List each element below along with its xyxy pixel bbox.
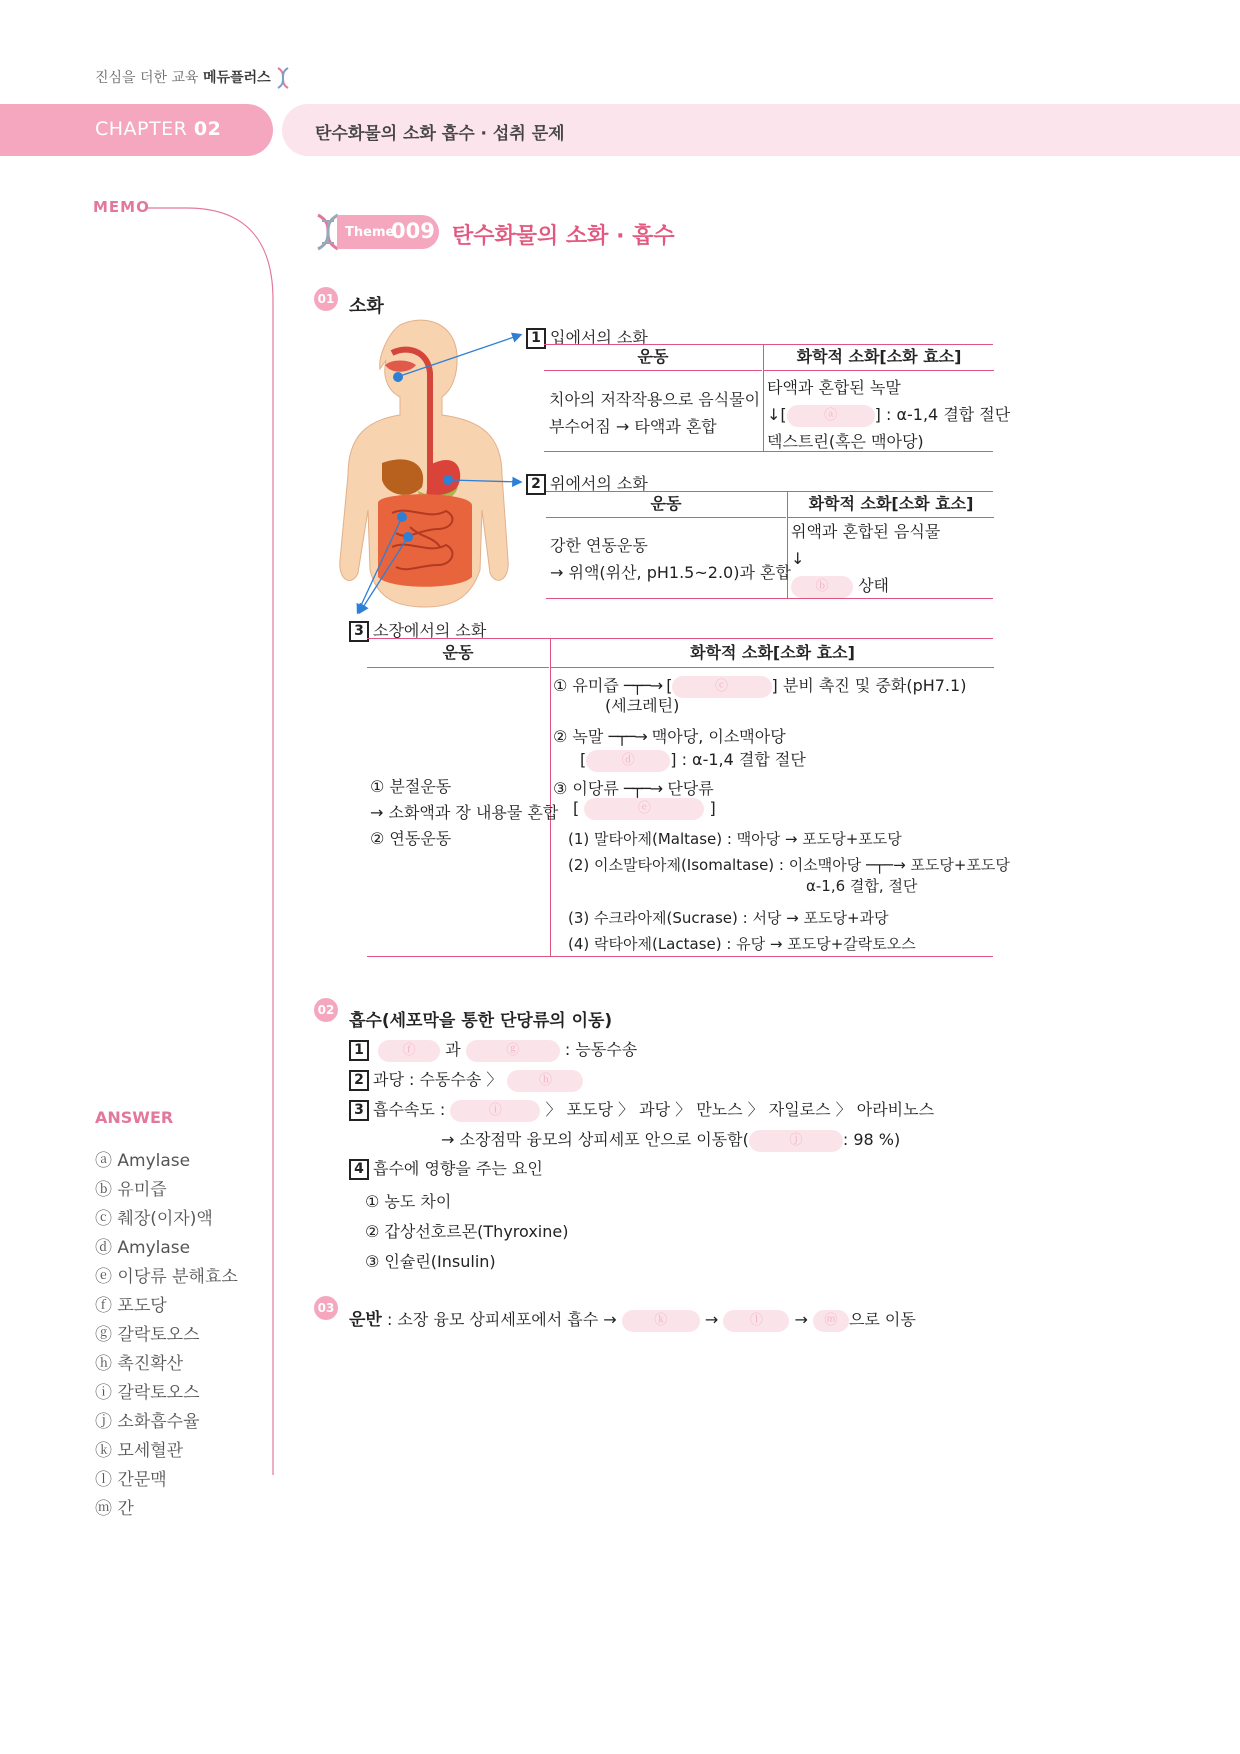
intestine-title: 소장에서의 소화 [373, 621, 487, 640]
blank-h: ⓗ [507, 1070, 583, 1092]
answer-label: ANSWER [95, 1108, 174, 1127]
blank-l: ⓛ [723, 1310, 789, 1332]
section-title-01: 소화 [349, 296, 384, 317]
stomach-motion-2: → 위액(위산, pH1.5~2.0)과 혼합 [550, 563, 791, 582]
answer-key: ⓕ [95, 1296, 112, 1316]
blank-c: ⓒ [672, 676, 772, 698]
answer-text: 간 [117, 1499, 134, 1519]
answer-item [95, 1233, 265, 1262]
c3-post: 단당류 [667, 779, 714, 798]
intestine-chem-3b [573, 798, 716, 820]
answer-text: 이당류 분해효소 [117, 1267, 238, 1287]
answer-item [95, 1494, 265, 1523]
abs4-num: 4 [349, 1159, 369, 1180]
blank-e: ⓔ [584, 798, 704, 820]
answer-item [95, 1378, 265, 1407]
mouth-num: 1 [526, 328, 546, 349]
c2-post: 맥아당, 이소맥아당 [651, 727, 786, 746]
pointer-arrows [300, 320, 530, 620]
intestine-col2: 화학적 소화[소화 효소] [550, 638, 994, 668]
section-title-03: 운반 [349, 1310, 382, 1330]
abs4-title: 흡수에 영향을 주는 요인 [373, 1159, 543, 1178]
c1-sub: (세크레틴) [605, 696, 680, 715]
absorption-3b [441, 1127, 900, 1152]
absorption-factors [365, 1187, 568, 1277]
transport-arrow-1: → [704, 1310, 719, 1329]
answer-text: 유미즙 [117, 1180, 167, 1200]
answer-key: ⓖ [95, 1325, 112, 1345]
chapter-title: 탄수화물의 소화 흡수 · 섭취 문제 [315, 124, 565, 144]
answer-item [95, 1465, 265, 1494]
c1-post: ] 분비 촉진 및 중화(pH7.1) [771, 676, 967, 695]
answer-text: 갈락토오스 [117, 1383, 200, 1403]
chapter-tab [0, 104, 273, 156]
answer-item [95, 1204, 265, 1233]
c2-arrow: ─┬─→ [608, 727, 647, 746]
section-badge-01: 01 [314, 287, 338, 311]
answer-text: Amylase [117, 1238, 191, 1258]
answer-item [95, 1291, 265, 1320]
answer-text: 촉진확산 [117, 1354, 184, 1374]
mouth-motion [549, 386, 760, 440]
intestine-motion [370, 774, 558, 852]
answer-key: ⓜ [95, 1499, 112, 1519]
chapter-label: CHAPTER [95, 118, 188, 140]
intestine-motion-3: ② 연동운동 [370, 829, 452, 848]
absorption-3 [349, 1097, 934, 1122]
answer-key: ⓔ [95, 1267, 112, 1287]
absorption-2 [349, 1067, 583, 1092]
mouth-title: 입에서의 소화 [550, 328, 648, 347]
memo-label: MEMO [93, 198, 150, 216]
abs3b-post: : 98 %) [842, 1130, 901, 1149]
blank-k: ⓚ [622, 1310, 700, 1332]
mouth-chem-3: 덱스트린(혹은 맥아당) [767, 432, 924, 451]
answer-text: 간문맥 [117, 1470, 167, 1490]
blank-d: ⓓ [586, 750, 670, 772]
answer-key: ⓗ [95, 1354, 112, 1374]
section-badge-02: 02 [314, 998, 338, 1022]
theme-badge [337, 215, 439, 249]
intestine-motion-1: ① 분절운동 [370, 777, 452, 796]
transport-pre: : 소장 융모 상피세포에서 흡수 → [386, 1310, 617, 1329]
factor-3: ③ 인슐린(Insulin) [365, 1252, 496, 1271]
abs3-pre: 흡수속도 : [373, 1100, 446, 1119]
answer-text: 췌장(이자)액 [117, 1209, 213, 1229]
stomach-col1: 운동 [546, 491, 786, 518]
answer-item [95, 1349, 265, 1378]
answer-key: ⓓ [95, 1238, 112, 1258]
section-title-02: 흡수(세포막을 통한 단당류의 이동) [349, 1011, 613, 1031]
blank-g: ⓖ [466, 1040, 560, 1062]
intestine-table-bottom [367, 956, 993, 957]
stomach-chem [791, 518, 940, 599]
mouth-motion-2: 부수어짐 → 타액과 혼합 [549, 417, 717, 436]
stomach-chem-1: 위액과 혼합된 음식물 [791, 522, 941, 541]
chapter-title-bar [282, 104, 1240, 156]
c2b-post: ] : α-1,4 결합 절단 [670, 750, 806, 769]
stomach-col2: 화학적 소화[소화 효소] [787, 491, 994, 518]
abs3-num: 3 [349, 1100, 369, 1121]
abs1-num: 1 [349, 1040, 369, 1061]
enzyme-sucrase: (3) 수크라아제(Sucrase) : 서당 → 포도당+과당 [568, 909, 889, 927]
blank-b: ⓑ [791, 576, 853, 598]
enzyme-lactase: (4) 락타아제(Lactase) : 유당 → 포도당+갈락토오스 [568, 935, 916, 953]
answer-item [95, 1146, 265, 1175]
blank-j: ⓙ [749, 1130, 843, 1152]
c3b-post: ] [709, 798, 716, 818]
c1-pre: ① 유미즙 [553, 676, 619, 695]
abs1-post: : 능동수송 [564, 1040, 638, 1059]
c2-pre: ② 녹말 [553, 727, 604, 746]
stomach-motion [550, 532, 791, 586]
brand-text: 진심을 더한 교육 [95, 70, 199, 86]
abs3-post: 〉 포도당 〉 과당 〉 만노스 〉 자일로스 〉 아라비노스 [545, 1100, 935, 1119]
factor-2: ② 갑상선호르몬(Thyroxine) [365, 1222, 569, 1241]
answer-item [95, 1262, 265, 1291]
enzyme-maltase: (1) 말타아제(Maltase) : 맥아당 → 포도당+포도당 [568, 830, 902, 848]
answer-item [95, 1175, 265, 1204]
answer-text: Amylase [117, 1151, 191, 1171]
intestine-col1: 운동 [367, 638, 549, 668]
intestine-chem-2b [580, 747, 806, 772]
absorption-4 [349, 1156, 543, 1180]
c3-pre: ③ 이당류 [553, 779, 619, 798]
intestine-chem-2 [553, 724, 786, 747]
absorption-1 [349, 1037, 637, 1062]
theme-title: 탄수화물의 소화 · 흡수 [452, 224, 675, 249]
answer-key: ⓛ [95, 1470, 112, 1490]
transport-post: 으로 이동 [848, 1310, 916, 1329]
mouth-motion-1: 치아의 저작작용으로 음식물이 [549, 390, 761, 409]
answer-key: ⓚ [95, 1441, 112, 1461]
abs1-mid: 과 [445, 1040, 461, 1059]
c3-arrow: ─┬─→ [623, 779, 663, 798]
intestine-num: 3 [349, 621, 369, 642]
stomach-chem-post: 상태 [858, 576, 890, 595]
c3b-pre: [ [573, 798, 580, 818]
mouth-chem-post: ] : α-1,4 결합 절단 [874, 405, 1011, 424]
blank-m: ⓜ [813, 1310, 849, 1332]
mouth-divider [763, 371, 764, 451]
abs2-num: 2 [349, 1070, 369, 1091]
theme-label: Theme [345, 225, 395, 240]
intestine-motion-2: → 소화액과 장 내용물 혼합 [370, 803, 559, 822]
c1-arrow: ─┬─→ [ [623, 676, 672, 695]
answer-list [95, 1146, 265, 1523]
mouth-chem-1: 타액과 혼합된 녹말 [767, 378, 901, 397]
stomach-motion-1: 강한 연동운동 [550, 536, 648, 555]
enzyme-isomaltase: (2) 이소말타아제(Isomaltase) : 이소맥아당 ─┬─→ 포도당+포도당 [568, 856, 1010, 874]
blank-f: ⓕ [378, 1040, 440, 1062]
answer-text: 포도당 [117, 1296, 167, 1316]
answer-key: ⓘ [95, 1383, 112, 1403]
answer-item [95, 1436, 265, 1465]
brand-name: 메듀플러스 [203, 70, 271, 86]
answer-key: ⓐ [95, 1151, 112, 1171]
transport-line [349, 1305, 916, 1332]
dna-icon [275, 66, 291, 90]
answer-text: 모세혈관 [117, 1441, 184, 1461]
transport-arrow-2: → [794, 1310, 808, 1329]
section-badge-03: 03 [314, 1296, 338, 1320]
mouth-col2: 화학적 소화[소화 효소] [763, 344, 994, 371]
blank-a: ⓐ [787, 405, 875, 427]
answer-key: ⓒ [95, 1209, 112, 1229]
answer-key: ⓙ [95, 1412, 112, 1432]
answer-key: ⓑ [95, 1180, 112, 1200]
answer-text: 갈락토오스 [117, 1325, 200, 1345]
chapter-num: 02 [193, 118, 222, 140]
stomach-title: 위에서의 소화 [550, 474, 648, 493]
abs2-pre: 과당 : 수동수송 〉 [373, 1070, 503, 1089]
factor-1: ① 농도 차이 [365, 1192, 452, 1211]
mouth-chem-pre: ↓[ [767, 405, 787, 424]
mouth-chem [767, 374, 1010, 455]
answer-item [95, 1320, 265, 1349]
answer-text: 소화흡수율 [117, 1412, 200, 1432]
c2b-pre: [ [580, 750, 587, 769]
brand-line [95, 66, 291, 90]
intestine-chem-3 [553, 776, 714, 799]
mouth-col1: 운동 [544, 344, 762, 371]
blank-i: ⓘ [450, 1100, 540, 1122]
answer-item [95, 1407, 265, 1436]
theme-num: 009 [391, 219, 435, 243]
enzyme-isomaltase-sub: α-1,6 결합, 절단 [806, 877, 918, 895]
stomach-num: 2 [526, 474, 546, 495]
stomach-chem-2: ↓ [791, 549, 805, 568]
abs3b-pre: → 소장점막 융모의 상피세포 안으로 이동함( [441, 1130, 749, 1149]
